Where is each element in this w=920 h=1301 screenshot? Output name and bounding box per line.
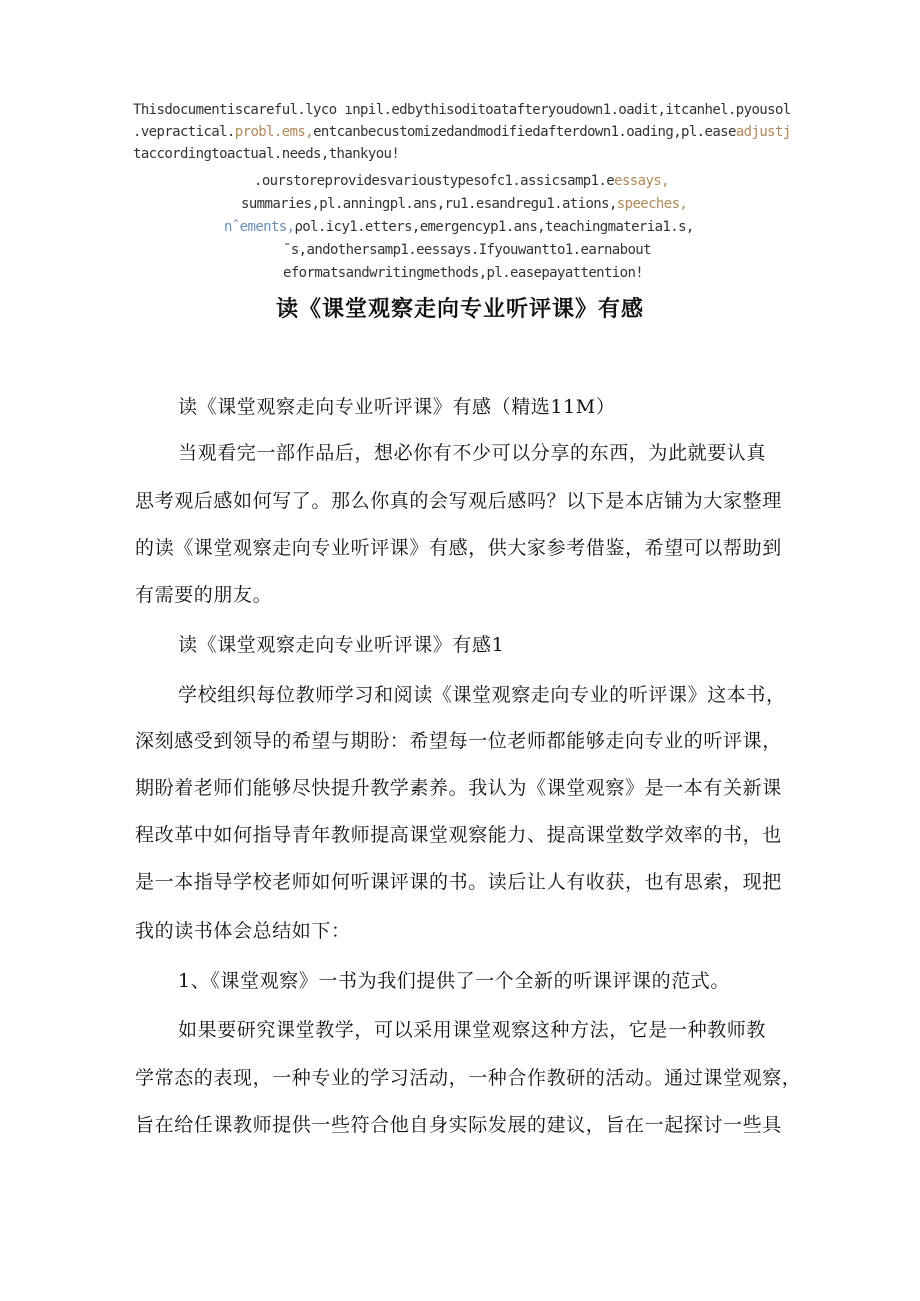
notice-highlight: speeches,: [616, 196, 688, 212]
paragraph-line: 深刻感受到领导的希望与期盼：希望每一位老师都能够走向专业的听评课，: [135, 730, 782, 752]
paragraph-line: 学常态的表现，一种专业的学习活动，一种合作教研的活动。通过课堂观察，: [135, 1067, 802, 1089]
notice-highlight: essays,: [614, 173, 669, 189]
paragraph-line: 当观看完一部作品后，想必你有不少可以分享的东西，为此就要认真: [178, 442, 767, 464]
paragraph-line: 程改革中如何指导青年教师提高课堂观察能力、提高课堂数学效率的书，也: [135, 824, 782, 846]
paragraph-line: 的读《课堂观察走向专业听评课》有感，供大家参考借鉴，希望可以帮助到: [135, 537, 782, 559]
notice-line-1: Thisdocumentiscareful.lyco ınpil.edbythisoditoatafteryoudown1.oadit,itcanhel.pyousol: [133, 102, 791, 118]
notice-highlight: adjustj: [735, 124, 791, 140]
notice-line-3: taccordingtoactual.needs,thankyou!: [133, 146, 400, 162]
notice-highlight: nˆements,: [224, 219, 295, 235]
paragraph-line: 思考观后感如何写了。那么你真的会写观后感吗？以下是本店铺为大家整理: [135, 490, 782, 512]
notice-line-8: eformatsandwritingmethods,pl.easepayattention!: [283, 265, 644, 281]
notice-line-4: .ourstoreprovidesvarioustypesofc1.assicsamp1.eessays,: [254, 173, 669, 189]
paragraph-line: 是一本指导学校老师如何听课评课的书。读后让人有收获，也有思索，现把: [135, 871, 782, 893]
paragraph-line: 有需要的朋友。: [135, 584, 273, 606]
paragraph-line: 我的读书体会总结如下：: [135, 920, 351, 942]
paragraph-line: 学校组织每位教师学习和阅读《课堂观察走向专业的听评课》这本书，: [178, 684, 786, 706]
numbered-point: 1、《课堂观察》一书为我们提供了一个全新的听课评课的范式。: [178, 970, 730, 992]
document-title: 读《课堂观察走向专业听评课》有感: [275, 297, 644, 322]
notice-line-6: nˆements,ρol.icy1.etters,emergencyp1.ans,teachingmateria1.s,: [224, 219, 694, 235]
notice-highlight: probl.ems,: [234, 124, 314, 140]
paragraph-line: 期盼着老师们能够尽快提升教学素养。我认为《课堂观察》是一本有关新课: [135, 777, 782, 799]
notice-line-7: ¯s,andothersamp1.eessays.Ifyouwantto1.earnabout: [283, 242, 651, 258]
notice-line-2: .vepractical.probl.ems,entcanbecustomizedandmodifiedafterdown1.oading,pl.easeadjustj: [133, 124, 791, 140]
paragraph-line: 如果要研究课堂教学，可以采用课堂观察这种方法，它是一种教师教: [178, 1019, 767, 1041]
notice-line-5: summaries,pl.anningpl.ans,ru1.esandregu1.ations,speeches,: [241, 196, 688, 212]
paragraph-line: 旨在给任课教师提供一些符合他自身实际发展的建议，旨在一起探讨一些具: [135, 1114, 782, 1136]
section-heading: 读《课堂观察走向专业听评课》有感1: [178, 634, 505, 656]
subtitle-line: 读《课堂观察走向专业听评课》有感（精选11M）: [178, 396, 616, 418]
